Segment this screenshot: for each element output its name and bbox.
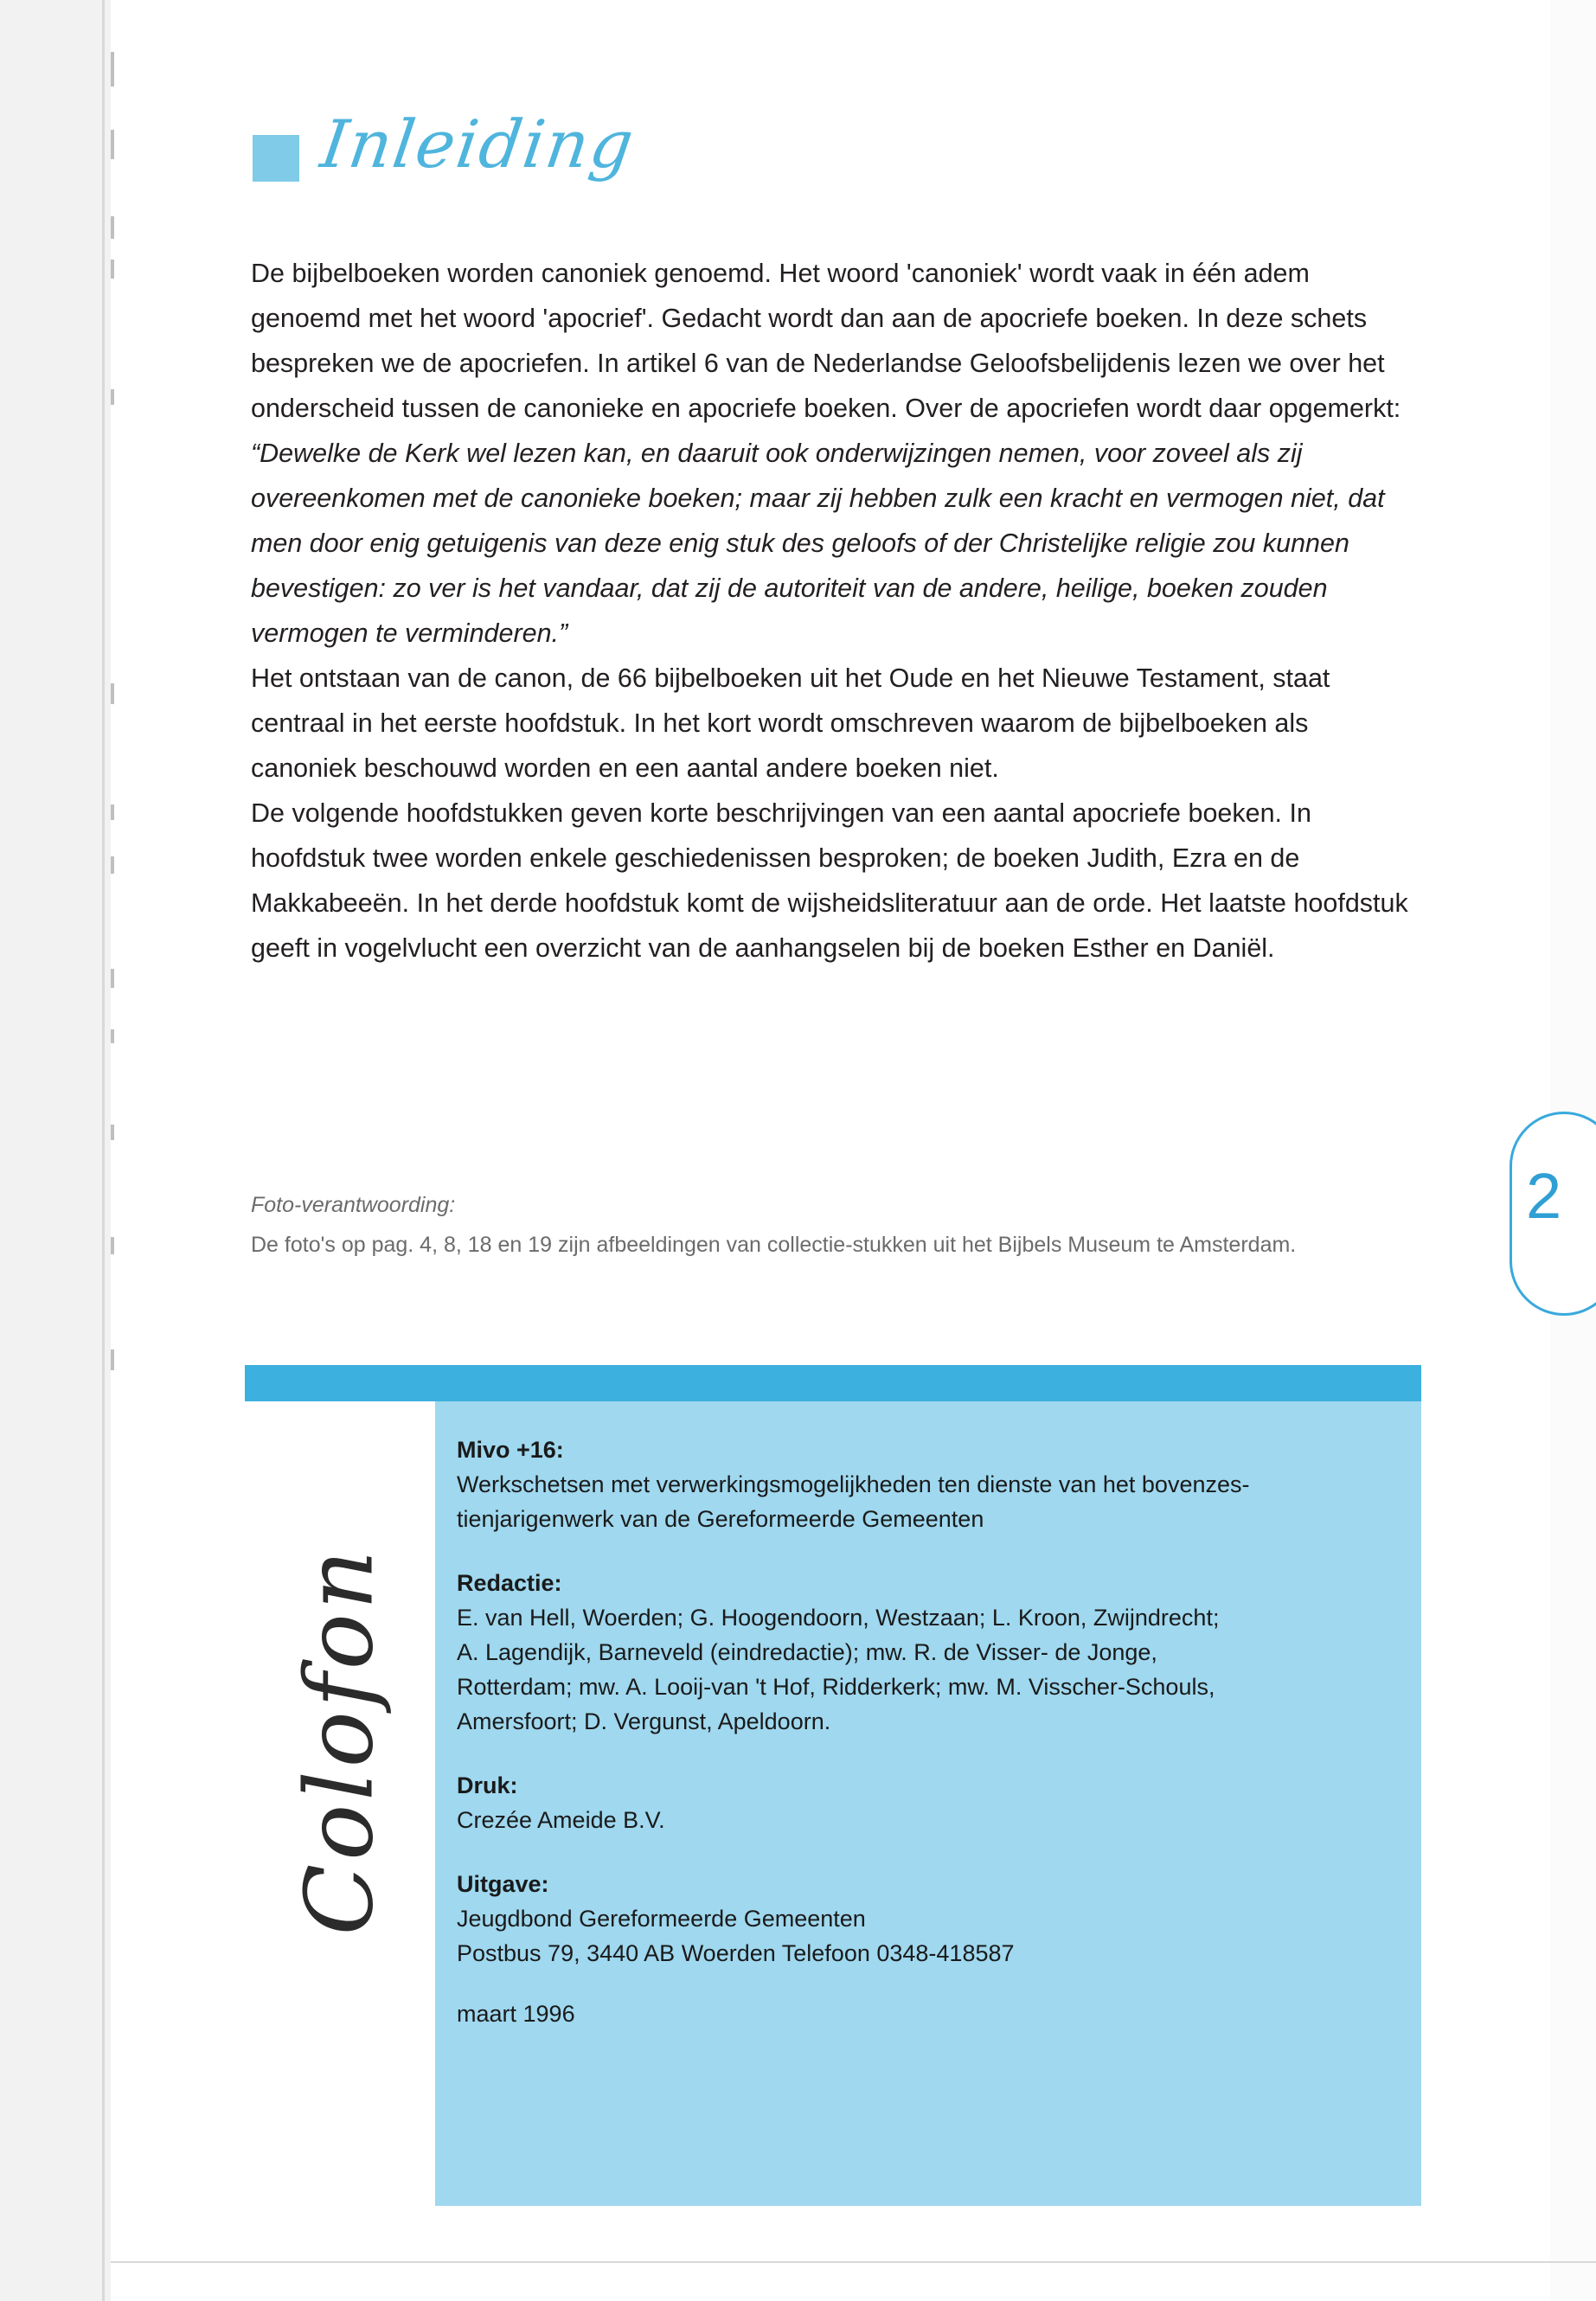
scan-speckle	[111, 1349, 114, 1370]
body-text	[251, 251, 1419, 971]
colophon-text-uitgave-2: Postbus 79, 3440 AB Woerden Telefoon 0348-418587	[457, 1940, 1015, 1966]
colophon-header-bar	[245, 1365, 1421, 1401]
page-bottom-rule	[111, 2261, 1596, 2263]
scan-speckle	[111, 1125, 114, 1140]
spacer	[457, 1837, 1374, 1867]
scan-speckle	[111, 389, 114, 405]
colophon-date: maart 1996	[457, 2001, 575, 2027]
body-paragraph-2: Het ontstaan van de canon, de 66 bijbelboeken uit het Oude en het Nieuwe Testament, staat centraal in het eerste hoofdstuk. In het kort wordt omschreven waarom de bijbelboeken als canoniek beschouwd worden en een aantal andere boeken niet.	[251, 663, 1330, 783]
scan-speckle	[111, 804, 114, 820]
page-title: Inleiding	[316, 106, 640, 183]
colophon-text-redactie-3: Rotterdam; mw. A. Looij-van 't Hof, Ridderkerk; mw. M. Visscher-Schouls,	[457, 1674, 1215, 1700]
colophon-label-druk: Druk:	[457, 1772, 518, 1798]
colophon-side-word: Colofon	[285, 1546, 394, 1936]
scan-speckle	[111, 856, 114, 874]
colophon-label-redactie: Redactie:	[457, 1570, 562, 1596]
colophon-box	[245, 1365, 1421, 2206]
scan-speckle	[111, 130, 114, 159]
scan-speckle	[111, 216, 114, 239]
page-number: 2	[1526, 1160, 1562, 1232]
spacer	[457, 1739, 1374, 1768]
scan-speckle	[111, 52, 114, 87]
colophon-side-panel	[245, 1401, 435, 2206]
colophon-content	[457, 1433, 1374, 2031]
scan-speckle	[111, 1237, 114, 1254]
colophon-label-uitgave: Uitgave:	[457, 1871, 549, 1897]
heading-square-icon	[253, 135, 299, 182]
body-paragraph-1: De bijbelboeken worden canoniek genoemd. Het woord 'canoniek' wordt vaak in één adem genoemd met het woord 'apocrief'. Gedacht wordt dan aan de apocriefe boeken. In deze schets bespreken we de apocriefen. In artikel 6 van de Nederlandse Geloofsbelijdenis lezen we over het onderscheid tussen de canonieke en apocriefe boeken. Over de apocriefen wordt daar opgemerkt:	[251, 259, 1401, 423]
scan-speckle	[111, 683, 114, 704]
colophon-text-redactie-2: A. Lagendijk, Barneveld (eindredactie); mw. R. de Visser- de Jonge,	[457, 1639, 1157, 1665]
photo-credit-title: Foto-verantwoording:	[251, 1193, 456, 1217]
colophon-text-redactie-4: Amersfoort; D. Vergunst, Apeldoorn.	[457, 1708, 831, 1734]
photo-credit	[251, 1185, 1375, 1265]
colophon-text-redactie-1: E. van Hell, Woerden; G. Hoogendoorn, Westzaan; L. Kroon, Zwijndrecht;	[457, 1605, 1220, 1631]
scan-speckle	[111, 1029, 114, 1043]
spacer	[457, 1971, 1374, 1997]
page-number-tab	[1509, 1112, 1596, 1316]
colophon-text-uitgave-1: Jeugdbond Gereformeerde Gemeenten	[457, 1906, 866, 1932]
spacer	[457, 1536, 1374, 1566]
colophon-text-druk-1: Crezée Ameide B.V.	[457, 1807, 665, 1833]
scan-speckle	[111, 260, 114, 279]
body-quote: “Dewelke de Kerk wel lezen kan, en daaruit ook onderwijzingen nemen, voor zoveel als zij overeenkomen met de canonieke boeken; maar zij hebben zulk een kracht en vermogen niet, dat men door enig getuigenis van deze enig stuk des geloofs of der Christelijke religie zou kunnen bevestigen: zo ver is het vandaar, dat zij de autoriteit van de andere, heilige, boeken zouden vermogen te verminderen.”	[251, 439, 1385, 648]
colophon-text-mivo-2: tienjarigenwerk van de Gereformeerde Gemeenten	[457, 1506, 984, 1532]
colophon-label-mivo: Mivo +16:	[457, 1437, 564, 1463]
scan-gutter-line	[102, 0, 105, 2301]
scan-left-margin	[0, 0, 111, 2301]
body-paragraph-3: De volgende hoofdstukken geven korte beschrijvingen van een aantal apocriefe boeken. In hoofdstuk twee worden enkele geschiedenissen besproken; de boeken Judith, Ezra en de Makkabeeën. In het derde hoofdstuk komt de wijsheidsliteratuur aan de orde. Het laatste hoofdstuk geeft in vogelvlucht een overzicht van de aanhangselen bij de boeken Esther en Daniël.	[251, 798, 1408, 963]
page-heading	[253, 106, 1031, 216]
scan-speckle	[111, 969, 114, 988]
photo-credit-text: De foto's op pag. 4, 8, 18 en 19 zijn afbeeldingen van collectie-stukken uit het Bijbels Museum te Amsterdam.	[251, 1233, 1297, 1257]
colophon-text-mivo-1: Werkschetsen met verwerkingsmogelijkheden ten dienste van het bovenzes-	[457, 1471, 1250, 1497]
